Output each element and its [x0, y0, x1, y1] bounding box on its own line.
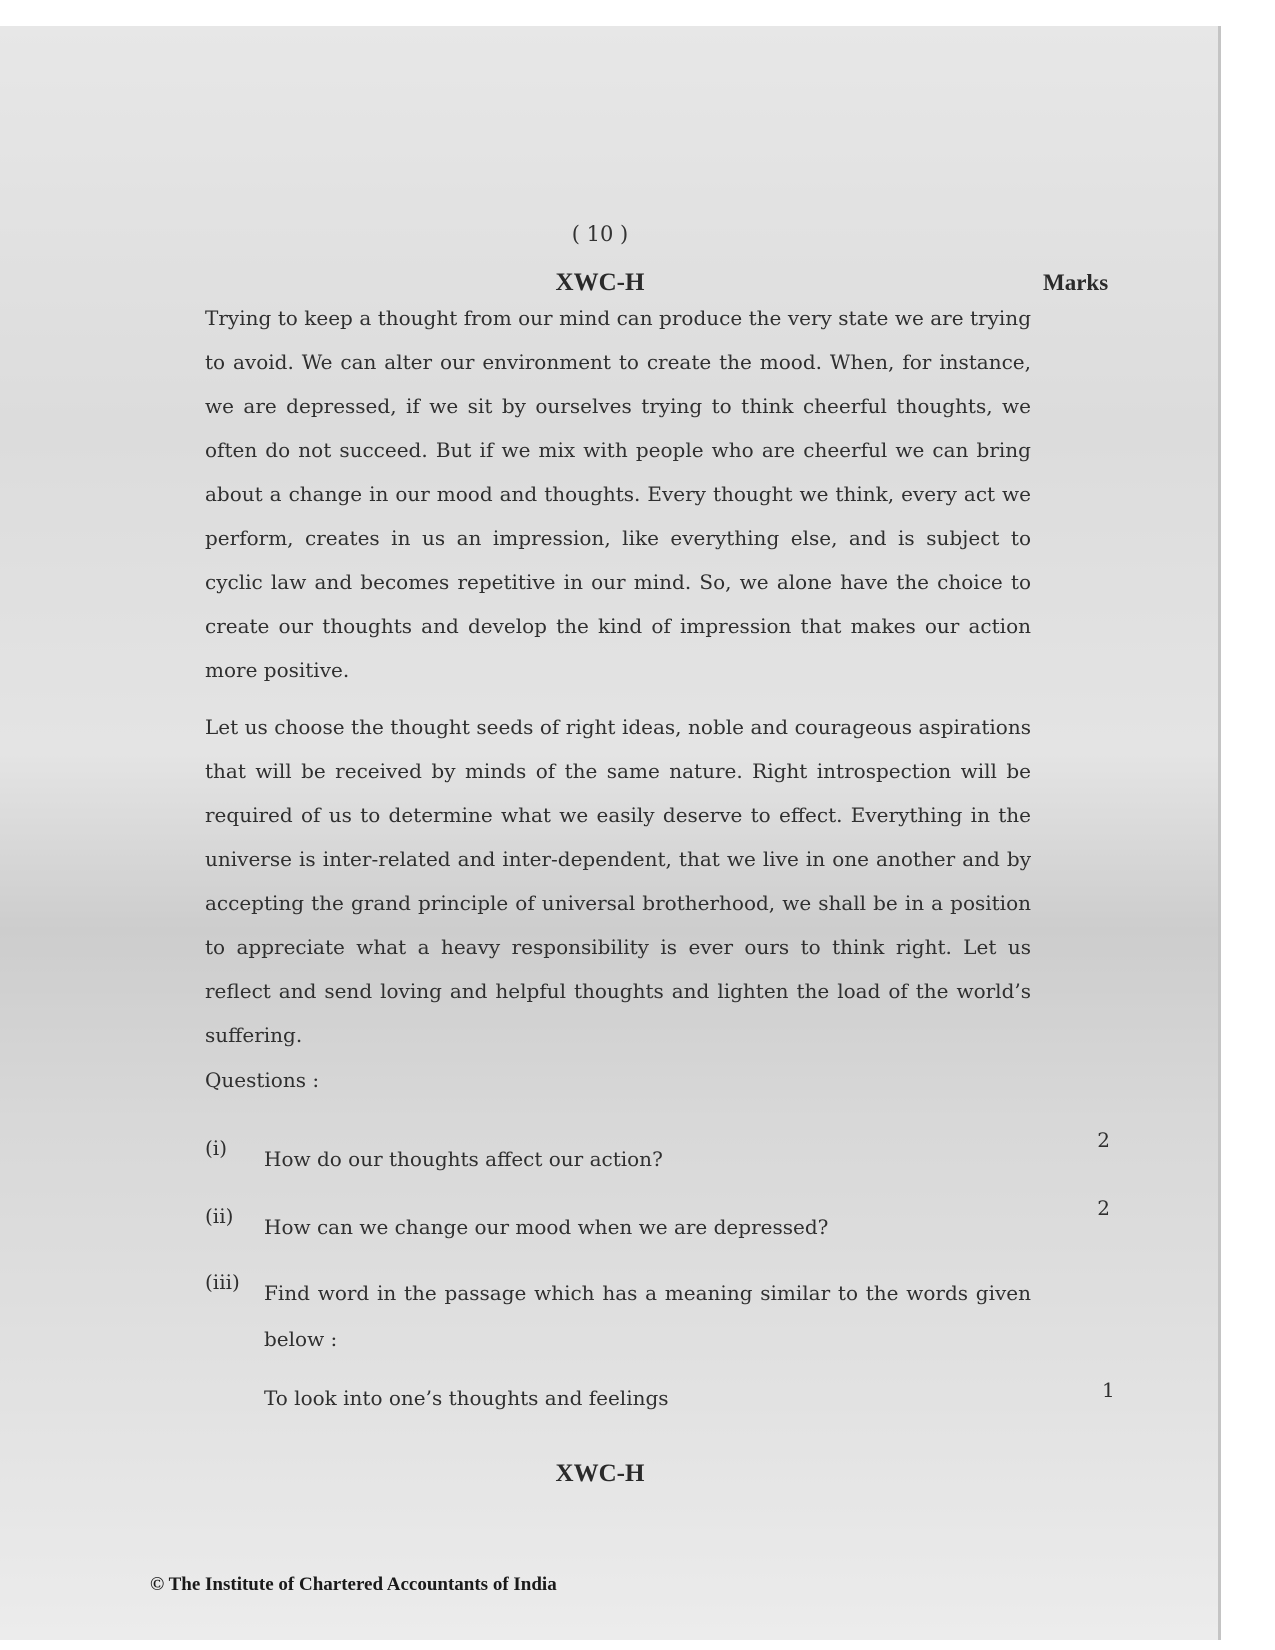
question-number: (iii) [205, 1270, 240, 1294]
paper-code-footer: XWC-H [555, 1460, 645, 1487]
question-3-prompt: To look into one’s thoughts and feelings [264, 1386, 669, 1410]
page-number: ( 10 ) [571, 222, 629, 246]
question-marks: 2 [1097, 1196, 1110, 1220]
question-text: Find word in the passage which has a meaning similar to the words given below : [264, 1281, 1031, 1351]
question-text: How can we change our mood when we are depressed? [264, 1215, 829, 1239]
marks-column-heading: Marks [1043, 270, 1109, 295]
paper-code-header: XWC-H [555, 269, 645, 296]
question-number: (i) [205, 1136, 228, 1160]
question-3-marks: 1 [1102, 1378, 1115, 1402]
passage-paragraph-2: Let us choose the thought seeds of right ideas, noble and courageous aspirations that will be received by minds of the same nature. Right introspection will be required of us to determine what we easily deserve to effect. Everything in the universe is inter-related and inter-dependent, that we live in one another and by accepting the grand principle of universal brotherhood, we shall be in a position to appreciate what a heavy responsibility is ever ours to think right. Let us reflect and send loving and helpful thoughts and lighten the load of the world’s suffering. [205, 715, 1031, 1047]
question-number: (ii) [205, 1204, 234, 1228]
question-text: How do our thoughts affect our action? [264, 1147, 663, 1171]
passage-paragraph-1: Trying to keep a thought from our mind can produce the very state we are trying to avoid. We can alter our environment to create the mood. When, for instance, we are depressed, if we sit by ourselves trying to think cheerful thoughts, we often do not succeed. But if we mix with people who are cheerful we can bring about a change in our mood and thoughts. Every thought we think, every act we perform, creates in us an impression, like everything else, and is subject to cyclic law and becomes repetitive in our mind. So, we alone have the choice to create our thoughts and develop the kind of impression that makes our action more positive. [205, 306, 1031, 682]
copyright-notice: © The Institute of Chartered Accountants of India [150, 1574, 557, 1595]
questions-heading: Questions : [205, 1068, 320, 1092]
question-marks: 2 [1097, 1128, 1110, 1152]
